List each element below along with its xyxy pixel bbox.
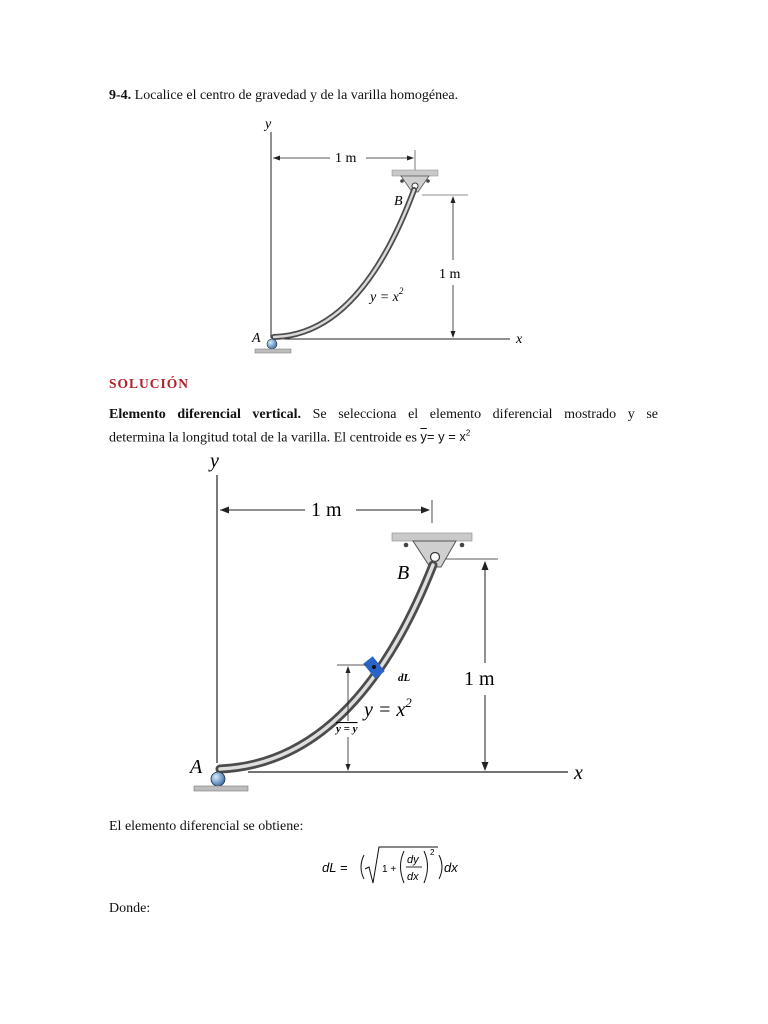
differential-intro: El elemento diferencial se obtiene: xyxy=(109,819,304,834)
fig2-dim-vertical: 1 m xyxy=(464,668,495,690)
fig1-point-a: A xyxy=(252,331,261,346)
fig2-x-axis-label: x xyxy=(574,762,583,784)
problem-number: 9-4. xyxy=(109,88,132,103)
formula-power: 2 xyxy=(430,848,435,857)
solution-paragraph-line2 xyxy=(109,424,470,447)
solution-paragraph-line1 xyxy=(109,405,658,424)
formula-dx-denominator: dx xyxy=(407,871,419,883)
solution-heading: SOLUCIÓN xyxy=(109,376,190,391)
fig1-dim-vertical: 1 m xyxy=(439,267,461,282)
differential-formula xyxy=(320,843,460,891)
problem-text: Localice el centro de gravedad y de la varilla homogénea. xyxy=(131,88,459,103)
fig1-x-axis-label: x xyxy=(516,332,523,347)
fig2-ybar-label: y = y xyxy=(336,723,358,735)
fig1-dim-horizontal: 1 m xyxy=(335,151,357,166)
centroid-expression: $\overline{y}= y = x^2$ xyxy=(420,429,471,445)
formula-lhs: dL = xyxy=(322,860,348,875)
fig2-element-label: dL xyxy=(398,672,411,684)
donde-label: Donde: xyxy=(109,901,151,916)
solution-line1-rest: Se selecciona el elemento diferencial mostrado y se xyxy=(301,407,659,422)
figure-1 xyxy=(240,110,540,360)
formula-one: 1 + xyxy=(382,864,397,875)
fig2-curve-equation: $y = x^2$ xyxy=(364,695,412,721)
fig2-y-axis-label: y xyxy=(210,450,219,472)
fig2-dim-horizontal: 1 m xyxy=(311,499,342,521)
figure-2 xyxy=(180,445,610,805)
solution-lead: Elemento diferencial vertical. xyxy=(109,407,302,422)
fig1-curve-equation: $y = x^2$ xyxy=(370,286,404,305)
differential-element xyxy=(368,660,380,675)
fig2-point-b: B xyxy=(397,562,410,584)
fig2-point-a: A xyxy=(190,756,203,778)
problem-statement xyxy=(109,86,458,105)
fig1-y-axis-label: y xyxy=(265,117,272,132)
fig1-point-b: B xyxy=(394,194,403,209)
formula-tail: dx xyxy=(444,860,458,875)
solution-line2: determina la longitud total de la varilla. El centroide es xyxy=(109,430,421,446)
formula-dy: dy xyxy=(407,854,419,866)
